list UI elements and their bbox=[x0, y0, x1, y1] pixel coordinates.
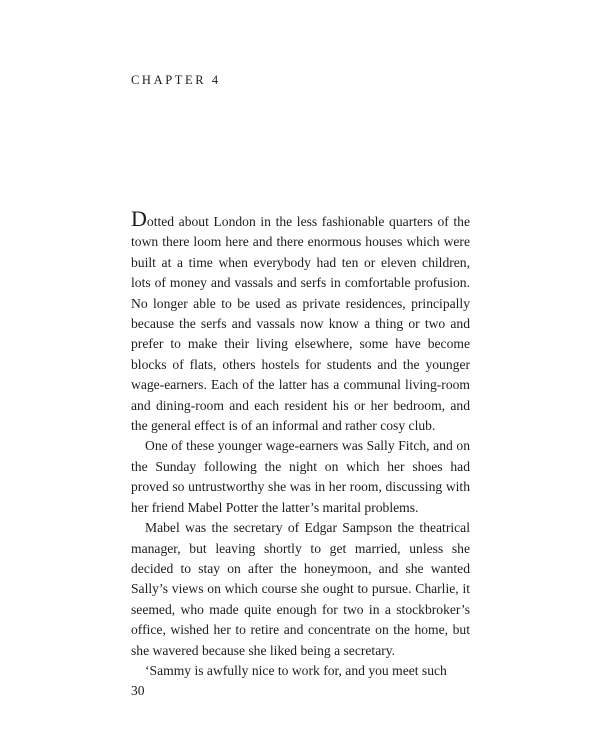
paragraph-3: Mabel was the secretary of Edgar Sampson the theatrical manager, but leaving shortly to get married, unless she decided to stay on after the honeymoon, and she wanted Sally’s views on which course she ought to pursue. Charlie, it seemed, who made quite enough for two in a stockbroker’s office, wished her to retire and concentrate on the home, but she wavered because she liked being a secretary. bbox=[131, 520, 470, 658]
chapter-body bbox=[131, 206, 470, 681]
paragraph-1: Dotted about London in the less fashionable quarters of the town there loom here and there enormous houses which were built at a time when everybody had ten or eleven children, lots of money and vassals and serfs in comfortable profusion. No longer able to be used as private residences, principally because the serfs and vassals now know a thing or two and prefer to make their living elsewhere, some have become blocks of flats, others hostels for students and the younger wage-earners. Each of the latter has a communal living-room and dining-room and each resident his or her bedroom, and the general effect is of an informal and rather cosy club. bbox=[131, 206, 470, 434]
paragraph-2: One of these younger wage-earners was Sally Fitch, and on the Sunday following the night on which her shoes had proved so untrustworthy she was in her room, discussing with her friend Mabel Potter the latter’s marital problems. bbox=[131, 438, 470, 515]
chapter-heading: CHAPTER 4 bbox=[131, 73, 221, 87]
paragraph-4: ‘Sammy is awfully nice to work for, and you meet such bbox=[145, 662, 447, 678]
page-number: 30 bbox=[131, 683, 145, 698]
